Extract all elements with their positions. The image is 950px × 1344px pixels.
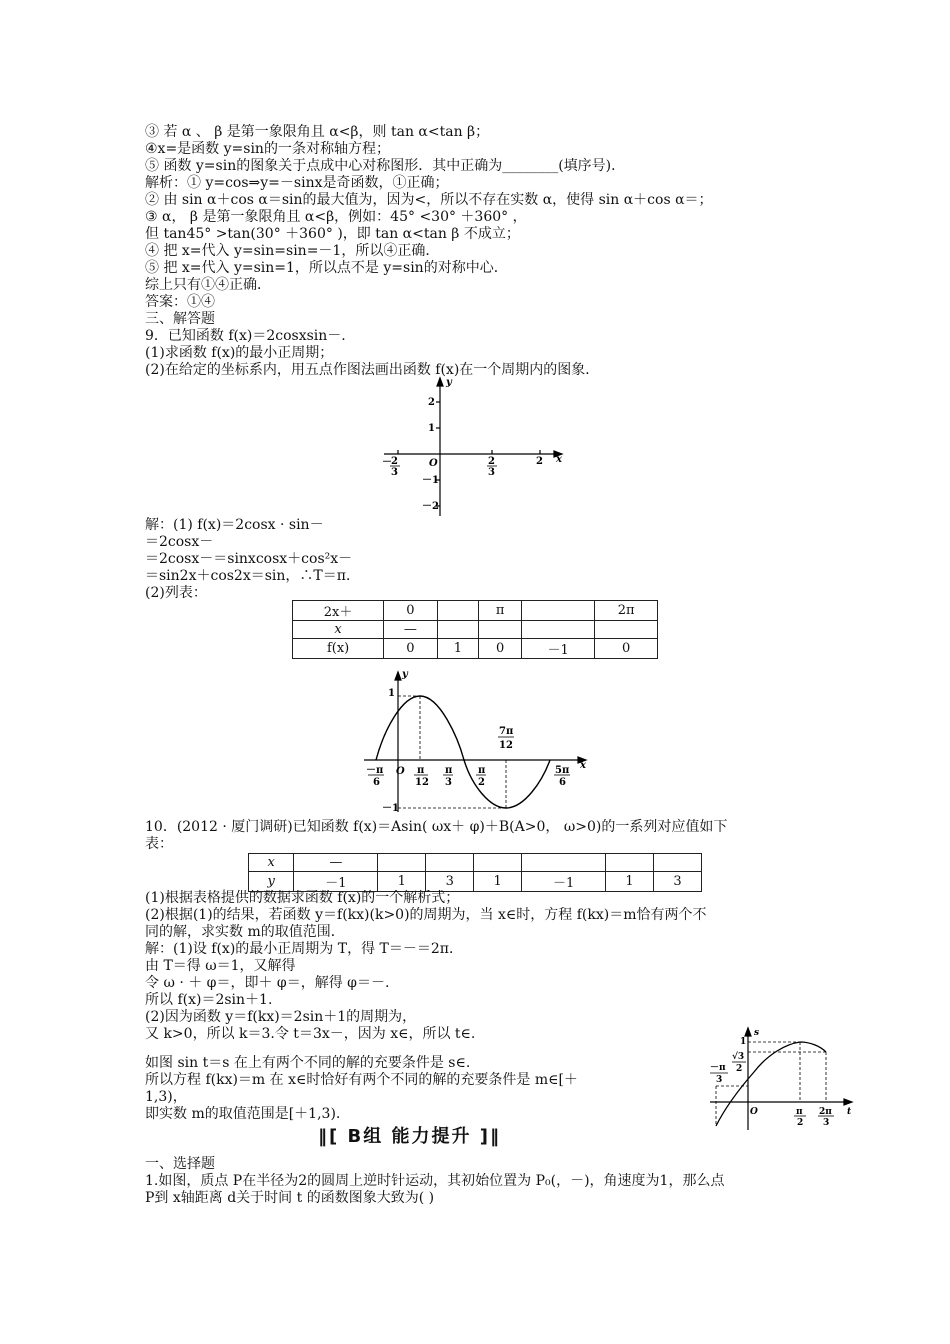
text-line: ＝sin2x＋cos2x＝sin，∴T＝π．: [145, 568, 360, 584]
sine-curve-figure: [358, 668, 592, 818]
y-tick-label: －2: [422, 501, 439, 512]
text-line: 所以方程 f(kx)＝m 在 x∈时恰好有两个不同的解的充要条件是 m∈[＋: [145, 1072, 578, 1088]
text-line: (2)在给定的坐标系内，用五点作图法画出函数 f(x)在一个周期内的图象．: [145, 362, 600, 378]
table-row: [249, 872, 702, 892]
text-line: 1.如图，质点 P在半径为2的圆周上逆时针运动，其初始位置为 P₀(，－)，角速度为1，那么点: [145, 1173, 725, 1189]
text-line: ③ 若 α 、 β 是第一象限角且 α<β，则 tan α<tan β；: [145, 124, 490, 140]
table-cell: f(x): [293, 639, 384, 659]
table-cell: 2x＋: [293, 601, 384, 621]
table-cell: 3: [426, 872, 474, 892]
table-cell: —: [294, 854, 378, 872]
text-line: ＝2cosx－＝sinxcosx＋cos²x－: [145, 551, 353, 567]
table-cell: [426, 854, 474, 872]
left-tick-den: 3: [716, 1075, 723, 1085]
s-axis-label: s: [754, 1028, 760, 1038]
text-line: (2)列表：: [145, 585, 207, 601]
sqrt-den: 2: [736, 1064, 743, 1074]
y-tick-label: 2: [428, 397, 435, 408]
table-row: [293, 601, 658, 621]
sin-t-figure: [706, 1026, 854, 1132]
section-title-text: B组 能力提升: [347, 1126, 472, 1147]
value-table-1: [292, 600, 658, 659]
table-cell: [437, 601, 479, 621]
text-line: 解：(1)设 f(x)的最小正周期为 T，得 T＝－＝2π．: [145, 941, 463, 957]
table-cell: y: [249, 872, 294, 892]
text-line: 令 ω · ＋ φ＝，即＋ φ＝，解得 φ＝－.: [145, 975, 390, 991]
table-cell: 0: [479, 639, 522, 659]
text-line: (1)求函数 f(x)的最小正周期；: [145, 345, 334, 361]
text-line: (1)根据表格提供的数据求函数 f(x)的一个解析式；: [145, 890, 460, 906]
text-line: 同的解，求实数 m的取值范围．: [145, 924, 345, 940]
x-tick-den: 2: [478, 777, 485, 788]
text-line: 10．(2012 · 厦门调研)已知函数 f(x)＝Asin( ωx＋ φ)＋B(A>0， ω>0)的一系列对应值如下: [145, 819, 728, 835]
table-cell: 1: [378, 872, 426, 892]
table-cell: [595, 621, 658, 639]
table-cell: －1: [294, 872, 378, 892]
t-axis-label: t: [847, 1107, 852, 1117]
text-line: 表：: [145, 836, 173, 852]
y-tick-label: －1: [382, 803, 399, 814]
x-tick-num: 2: [488, 456, 495, 467]
y-tick-label: 1: [388, 688, 395, 699]
text-line: 但 tan45° >tan(30° ＋360° )，即 tan α<tan β 不成立；: [145, 226, 520, 242]
x-tick-num: －π: [366, 765, 384, 776]
origin-label: O: [396, 766, 405, 777]
x-tick-num: 2: [391, 456, 398, 467]
t-tick-num: 2π: [819, 1107, 832, 1117]
text-line: 如图 sin t＝s 在上有两个不同的解的充要条件是 s∈.: [145, 1055, 471, 1071]
t-tick-den: 3: [823, 1118, 830, 1128]
text-line: 又 k>0，所以 k＝3.令 t＝3x－，因为 x∈，所以 t∈.: [145, 1026, 476, 1042]
text-line: 9．已知函数 f(x)＝2cosxsin－.: [145, 328, 346, 344]
text-line: (2)根据(1)的结果，若函数 y＝f(kx)(k>0)的周期为，当 x∈时，方程 f(kx)＝m恰有两个不: [145, 907, 707, 923]
text-line: (2)因为函数 y＝f(kx)＝2sin＋1的周期为，: [145, 1009, 417, 1025]
x-tick-den: 6: [559, 777, 566, 788]
table-cell: －1: [521, 639, 594, 659]
table-row: [249, 854, 702, 872]
table-cell: [474, 854, 522, 872]
y-tick-label: 1: [428, 423, 435, 434]
text-line: ④x=是函数 y=sin的一条对称轴方程；: [145, 141, 390, 157]
origin-label: O: [750, 1107, 758, 1117]
table-cell: x: [249, 854, 294, 872]
table-cell: [521, 601, 594, 621]
text-line: ② 由 sin α＋cos α＝sin的最大值为，因为<，所以不存在实数 α，使得 sin α＋cos α＝；: [145, 192, 713, 208]
peak-label-den: 12: [499, 740, 513, 751]
table-cell: [522, 854, 606, 872]
x-tick-minus: －: [382, 457, 392, 468]
x-tick-den: 6: [373, 777, 380, 788]
text-line: 答案：①④: [145, 294, 215, 310]
x-tick-num: π: [417, 765, 425, 776]
text-line: 所以 f(x)＝2sin＋1.: [145, 992, 273, 1008]
sqrt-num: √3: [732, 1052, 745, 1062]
left-bracket: ‖[: [318, 1126, 340, 1147]
text-line: 由 T＝得 ω＝1，又解得: [145, 958, 296, 974]
text-line: 综上只有①④正确．: [145, 277, 271, 293]
text-line: 1,3)，: [145, 1089, 187, 1105]
x-axis-label: x: [556, 454, 562, 465]
text-line: ④ 把 x=代入 y=sin=sin=－1，所以④正确．: [145, 243, 440, 259]
table-row: [293, 621, 658, 639]
s-tick-label: 1: [740, 1037, 747, 1047]
table-cell: 3: [654, 872, 702, 892]
text-line: ⑤ 函数 y=sin的图象关于点成中心对称图形．其中正确为________(填序号)．: [145, 158, 626, 174]
coordinate-grid-figure: [378, 376, 568, 518]
peak-label-num: 7π: [499, 726, 514, 737]
table-cell: [654, 854, 702, 872]
text-line: P到 x轴距离 d关于时间 t 的函数图象大致为( ): [145, 1190, 435, 1206]
text-line: 一、选择题: [145, 1156, 215, 1172]
text-line: 解析：① y=cos⇒y=－sinx是奇函数，①正确；: [145, 175, 449, 191]
table-cell: 1: [437, 639, 479, 659]
table-cell: 0: [595, 639, 658, 659]
right-bracket: ]‖: [479, 1126, 502, 1147]
x-tick-num: 5π: [555, 765, 570, 776]
x-tick-num: π: [478, 765, 486, 776]
table-cell: π: [479, 601, 522, 621]
text-line: ⑤ 把 x=代入 y=sin=1，所以点不是 y=sin的对称中心．: [145, 260, 508, 276]
y-axis-label: y: [402, 669, 408, 680]
text-line: ＝2cosx－: [145, 534, 214, 550]
table-cell: —: [384, 621, 437, 639]
table-cell: 2π: [595, 601, 658, 621]
text-line: 即实数 m的取值范围是[＋1,3).: [145, 1106, 341, 1122]
x-tick-num: π: [445, 765, 453, 776]
x-axis-label: x: [580, 760, 586, 771]
table-cell: 1: [606, 872, 654, 892]
x-tick-den: 12: [415, 777, 429, 788]
table-cell: －1: [522, 872, 606, 892]
x-tick-label: 2: [536, 456, 543, 467]
y-axis-label: y: [446, 377, 452, 388]
y-tick-label: －1: [422, 475, 439, 486]
x-tick-den: 3: [445, 777, 452, 788]
text-line: 三、解答题: [145, 311, 215, 327]
value-table-2: [248, 853, 702, 892]
table-cell: 0: [384, 639, 437, 659]
table-cell: [606, 854, 654, 872]
table-cell: [378, 854, 426, 872]
t-tick-num: π: [796, 1107, 803, 1117]
left-tick-num: －π: [710, 1063, 726, 1073]
table-cell: [437, 621, 479, 639]
section-title: [318, 1122, 501, 1148]
table-cell: 0: [384, 601, 437, 621]
x-tick-den: 3: [391, 467, 398, 478]
table-row: [293, 639, 658, 659]
text-line: 解：(1) f(x)＝2cosx · sin－: [145, 517, 324, 533]
x-tick-den: 3: [488, 467, 495, 478]
table-cell: x: [293, 621, 384, 639]
t-tick-den: 2: [797, 1118, 804, 1128]
text-line: ③ α， β 是第一象限角且 α<β，例如：45° <30° ＋360° ，: [145, 209, 527, 225]
table-cell: [479, 621, 522, 639]
table-cell: 1: [474, 872, 522, 892]
table-cell: [521, 621, 594, 639]
origin-label: O: [429, 458, 438, 469]
